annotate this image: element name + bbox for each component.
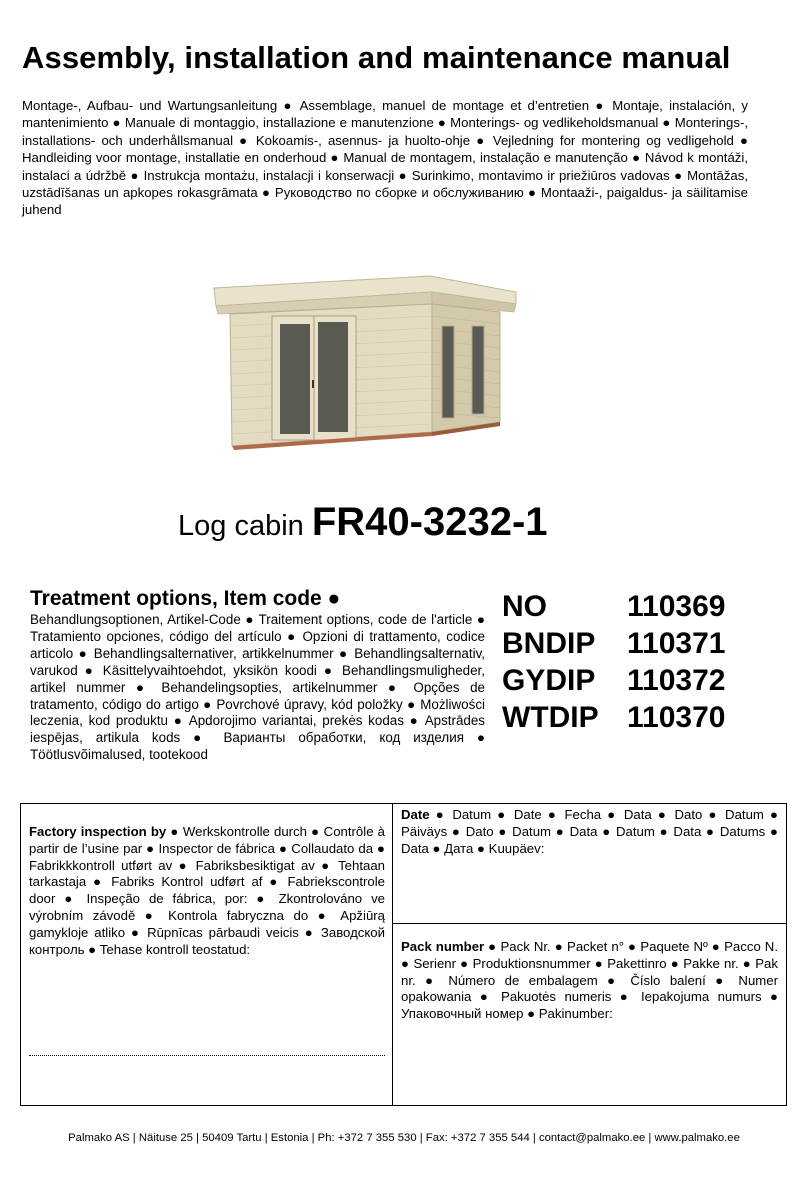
date-translations: ● Datum ● Date ● Fecha ● Data ● Dato ● Datum ● Päiväys ● Dato ● Datum ● Data ● Datum ● Data ● Datums ● Data ● Дата ● Kuupäev: (401, 807, 778, 856)
treatment-code: GYDIP (502, 664, 596, 697)
product-code: FR40-3232-1 (311, 500, 548, 544)
pack-number-cell[interactable] (393, 936, 787, 1106)
date-label: Date (401, 807, 430, 822)
manual-title: Assembly, installation and maintenance manual (22, 40, 731, 75)
treatment-options-section (30, 586, 485, 764)
treatment-code: NO (502, 590, 547, 623)
item-code-row (502, 699, 725, 736)
product-name (178, 500, 548, 545)
item-code: 110370 (627, 701, 726, 734)
log-cabin-illustration (210, 270, 520, 470)
item-code: 110369 (627, 590, 726, 623)
pack-number-label: Pack number (401, 939, 485, 954)
item-code: 110372 (627, 664, 726, 697)
signature-line[interactable] (29, 1054, 385, 1056)
factory-inspection-label: Factory inspection by (29, 824, 167, 839)
inspection-form (20, 803, 787, 1106)
item-code-row (502, 625, 725, 662)
pack-number-translations: ● Pack Nr. ● Packet n° ● Paquete Nº ● Pacco N. ● Serienr ● Produktionsnummer ● Pakettinro ● Pakke nr. ● Pak nr. ● Número de embalagem ● Číslo balení ● Numer opakowania ● Pakuotės numeris ● Iepakojuma numurs ● Упаковочный номер ● Pakinumber: (401, 939, 778, 1022)
item-code-row (502, 588, 725, 625)
company-footer: Palmako AS | Näituse 25 | 50409 Tartu | Estonia | Ph: +372 7 355 530 | Fax: +372 7 355 544 | contact@palmako.ee | www.palmako.ee (68, 1132, 740, 1144)
factory-inspection-text (29, 824, 385, 958)
pack-number-text (401, 939, 778, 1023)
item-code: 110371 (627, 627, 726, 660)
treatment-code: WTDIP (502, 701, 599, 734)
item-code-row (502, 662, 725, 699)
item-codes-table (502, 588, 725, 736)
treatment-heading: Treatment options, Item code ● (30, 587, 341, 610)
product-type: Log cabin (178, 510, 312, 542)
date-cell[interactable] (393, 804, 787, 924)
factory-inspection-translations: ● Werkskontrolle durch ● Contrôle à partir de l’usine par ● Inspector de fábrica ● Collaudato da ● Fabrikkkontroll utført av ● Fabriksbesiktigat av ● Tehtaan tarkastaja ● Fabriks Kontrol udført af ● Fabriekscontrole door ● Inspeção de fábrica, por: ● Zkontrolováno ve výrobním závodě ● Kontrola fabryczna do ● Apžiūrą gamykloje atliko ● Rūpnīcas pārbaudi veicis ● Заводской контроль ● Tehase kontroll teostatud: (29, 824, 385, 957)
treatment-code: BNDIP (502, 627, 596, 660)
factory-inspection-cell (21, 804, 393, 1105)
date-text (401, 807, 778, 857)
treatment-translations: Behandlungsoptionen, Artikel-Code ● Traitement options, code de l'article ● Tratamiento opciones, código del artículo ● Opzioni di trattamento, codice articolo ● Behandlingsalternativer, artikkelnummer ● Behandlingsalternativ, varukod ● Käsittelyvaihtoehdot, yksikön koodi ● Behandlingsmuligheder, artikel nummer ● Behandelingsopties, artikelnummer ● Opções de tratamento, código do artigo ● Povrchové úpravy, kód položky ● Możliwości leczenia, kod produktu ● Apdorojimo variantai, prekės kodas ● Apstrādes iespējas, artikula kods ● Варианты обработки, код изделия ● Töötlusvõimalused, tootekood (30, 612, 485, 763)
manual-subtitle-translations: Montage-, Aufbau- und Wartungsanleitung ● Assemblage, manuel de montage et d’entretien ● Montaje, instalación, y mantenimiento ● Manuale di montaggio, installazione e manutenzione ● Monterings- og vedlikeholdsmanual ● Monterings-, installations- och underhållsmanual ● Kokoamis-, asennus- ja huolto-ohje ● Vejledning for montering og vedligehold ● Handleiding voor montage, installatie en onderhoud ● Manual de montagem, instalação e manutenção ● Návod k montáži, instalaci a údržbě ● Instrukcja montażu, instalacji i konserwacji ● Surinkimo, montavimo ir priežiūros vadovas ● Montāžas, uzstādīšanas un apkopes rokasgrāmata ● Руководство по сборке и обслуживанию ● Montaaži-, paigaldus- ja säilitamise juhend (22, 98, 748, 218)
